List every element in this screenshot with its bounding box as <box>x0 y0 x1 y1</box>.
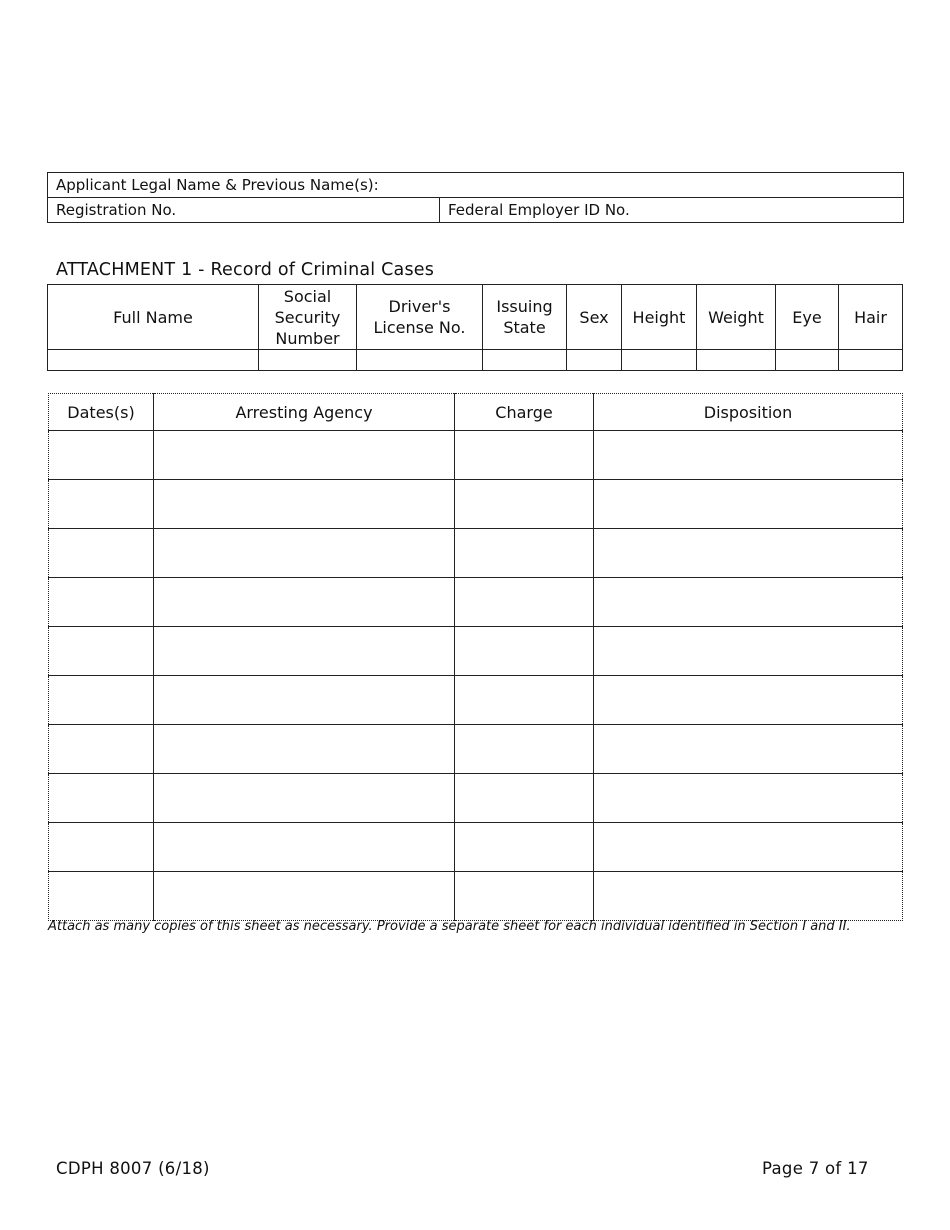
disposition-cell[interactable] <box>594 872 903 921</box>
applicant-info-box <box>47 172 904 223</box>
weight-cell[interactable] <box>697 350 776 371</box>
date-cell[interactable] <box>49 725 154 774</box>
applicant-name-label: Applicant Legal Name & Previous Name(s): <box>56 176 379 194</box>
criminal-cases-table <box>48 393 903 921</box>
date-cell[interactable] <box>49 578 154 627</box>
charge-cell[interactable] <box>455 627 594 676</box>
person-entry-row <box>48 350 903 371</box>
page-number: Page 7 of 17 <box>762 1159 869 1178</box>
header-eye: Eye <box>776 285 839 350</box>
case-row <box>49 431 903 480</box>
date-cell[interactable] <box>49 872 154 921</box>
charge-cell[interactable] <box>455 431 594 480</box>
header-drivers-license: Driver's License No. <box>357 285 483 350</box>
charge-cell[interactable] <box>455 725 594 774</box>
charge-cell[interactable] <box>455 676 594 725</box>
header-issuing-state: Issuing State <box>483 285 567 350</box>
header-arresting-agency: Arresting Agency <box>154 394 455 431</box>
ssn-cell[interactable] <box>259 350 357 371</box>
agency-cell[interactable] <box>154 872 455 921</box>
case-row <box>49 872 903 921</box>
agency-cell[interactable] <box>154 627 455 676</box>
disposition-cell[interactable] <box>594 431 903 480</box>
disposition-cell[interactable] <box>594 823 903 872</box>
agency-cell[interactable] <box>154 676 455 725</box>
date-cell[interactable] <box>49 823 154 872</box>
disposition-cell[interactable] <box>594 578 903 627</box>
date-cell[interactable] <box>49 480 154 529</box>
agency-cell[interactable] <box>154 725 455 774</box>
drivers-license-cell[interactable] <box>357 350 483 371</box>
disposition-cell[interactable] <box>594 480 903 529</box>
agency-cell[interactable] <box>154 774 455 823</box>
charge-cell[interactable] <box>455 529 594 578</box>
agency-cell[interactable] <box>154 823 455 872</box>
agency-cell[interactable] <box>154 480 455 529</box>
height-cell[interactable] <box>622 350 697 371</box>
case-row <box>49 823 903 872</box>
case-row <box>49 725 903 774</box>
header-height: Height <box>622 285 697 350</box>
case-row <box>49 578 903 627</box>
disposition-cell[interactable] <box>594 774 903 823</box>
header-charge: Charge <box>455 394 594 431</box>
case-row <box>49 676 903 725</box>
date-cell[interactable] <box>49 627 154 676</box>
issuing-state-cell[interactable] <box>483 350 567 371</box>
case-row <box>49 529 903 578</box>
applicant-name-field[interactable] <box>48 173 904 198</box>
date-cell[interactable] <box>49 529 154 578</box>
disposition-cell[interactable] <box>594 725 903 774</box>
charge-cell[interactable] <box>455 480 594 529</box>
hair-cell[interactable] <box>839 350 903 371</box>
header-hair: Hair <box>839 285 903 350</box>
header-full-name: Full Name <box>48 285 259 350</box>
charge-cell[interactable] <box>455 774 594 823</box>
disposition-cell[interactable] <box>594 627 903 676</box>
date-cell[interactable] <box>49 774 154 823</box>
registration-number-field[interactable] <box>48 198 440 223</box>
charge-cell[interactable] <box>455 872 594 921</box>
agency-cell[interactable] <box>154 529 455 578</box>
case-row <box>49 480 903 529</box>
date-cell[interactable] <box>49 676 154 725</box>
person-info-table <box>47 284 903 371</box>
fein-field[interactable] <box>440 198 904 223</box>
fein-label: Federal Employer ID No. <box>448 201 630 219</box>
disposition-cell[interactable] <box>594 676 903 725</box>
date-cell[interactable] <box>49 431 154 480</box>
instruction-note: Attach as many copies of this sheet as necessary. Provide a separate sheet for each individual identified in Section I and II. <box>48 919 851 934</box>
header-disposition: Disposition <box>594 394 903 431</box>
agency-cell[interactable] <box>154 578 455 627</box>
disposition-cell[interactable] <box>594 529 903 578</box>
header-ssn: Social Security Number <box>259 285 357 350</box>
full-name-cell[interactable] <box>48 350 259 371</box>
header-weight: Weight <box>697 285 776 350</box>
attachment-title: ATTACHMENT 1 - Record of Criminal Cases <box>56 260 435 280</box>
header-dates: Dates(s) <box>49 394 154 431</box>
eye-cell[interactable] <box>776 350 839 371</box>
case-row <box>49 774 903 823</box>
form-code: CDPH 8007 (6/18) <box>56 1159 210 1178</box>
charge-cell[interactable] <box>455 823 594 872</box>
agency-cell[interactable] <box>154 431 455 480</box>
sex-cell[interactable] <box>567 350 622 371</box>
registration-number-label: Registration No. <box>56 201 177 219</box>
case-row <box>49 627 903 676</box>
header-sex: Sex <box>567 285 622 350</box>
charge-cell[interactable] <box>455 578 594 627</box>
